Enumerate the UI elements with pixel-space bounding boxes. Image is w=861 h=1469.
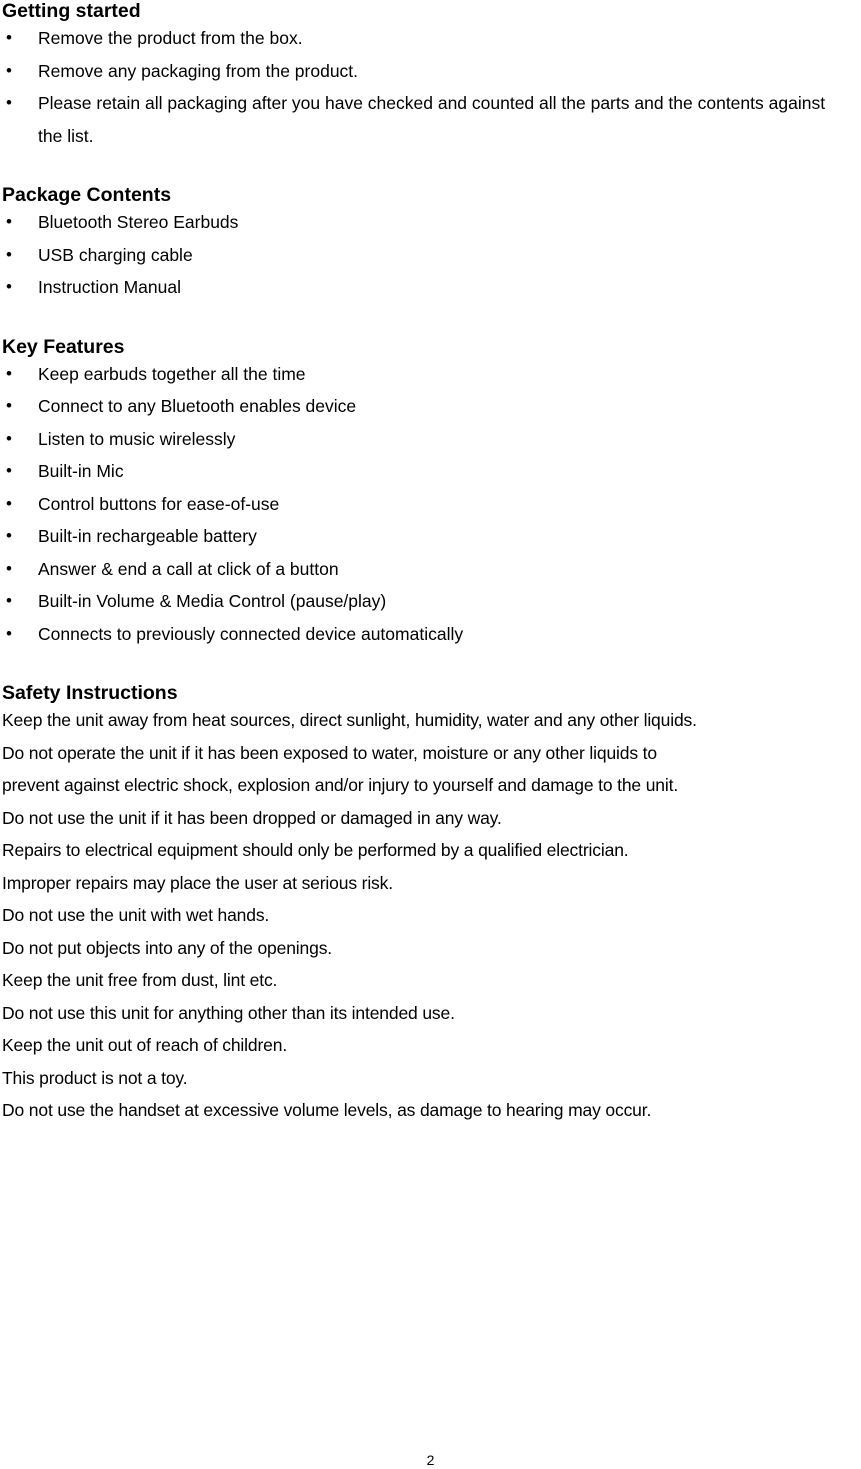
safety-line: Do not put objects into any of the openings.	[2, 937, 333, 958]
list-item-text: Listen to music wirelessly	[38, 428, 236, 449]
list-item-text: Remove any packaging from the product.	[38, 60, 359, 81]
bullet-icon: •	[6, 93, 12, 112]
safety-line: Do not use this unit for anything other than its intended use.	[2, 1002, 455, 1023]
bullet-icon: •	[6, 623, 12, 643]
safety-line: Do not use the unit with wet hands.	[2, 905, 270, 925]
list-item	[2, 553, 828, 586]
bullet-icon: •	[6, 591, 12, 610]
safety-line: Do not use the handset at excessive volume levels, as damage to hearing may occur.	[2, 1100, 652, 1120]
heading-key-features: Key Features	[2, 335, 125, 358]
section-spacer	[2, 304, 860, 336]
safety-line: Do not use the unit if it has been dropped or damaged in any way.	[2, 807, 502, 828]
bullet-icon: •	[6, 461, 12, 480]
list-package-contents	[2, 206, 860, 304]
bullet-icon: •	[6, 428, 12, 448]
bullet-icon: •	[6, 212, 12, 231]
list-item-text: Connects to previously connected device automatically	[38, 623, 464, 644]
list-item	[2, 423, 828, 456]
list-item-text: Built-in Volume & Media Control (pause/play)	[38, 591, 387, 611]
list-item-text: Control buttons for ease-of-use	[38, 493, 280, 514]
list-item-text: Built-in rechargeable battery	[38, 526, 257, 546]
safety-line: Keep the unit away from heat sources, direct sunlight, humidity, water and any other liquids.	[2, 710, 697, 730]
section-spacer	[2, 650, 860, 682]
list-item-text: Instruction Manual	[38, 277, 181, 297]
safety-line: Repairs to electrical equipment should only be performed by a qualified electrician.	[2, 840, 629, 860]
bullet-icon: •	[6, 526, 12, 545]
list-item	[2, 271, 828, 304]
safety-instructions-body	[2, 704, 860, 1127]
list-item-text: Built-in Mic	[38, 461, 124, 481]
bullet-icon: •	[6, 363, 12, 383]
safety-line: Do not operate the unit if it has been exposed to water, moisture or any other liquids to	[2, 742, 657, 763]
list-item-text: Connect to any Bluetooth enables device	[38, 396, 357, 416]
safety-line: Keep the unit free from dust, lint etc.	[2, 970, 278, 990]
list-item-text: Please retain all packaging after you have checked and counted all the parts and the contents against the list.	[38, 93, 826, 146]
safety-line: Keep the unit out of reach of children.	[2, 1035, 288, 1055]
list-item-text: Bluetooth Stereo Earbuds	[38, 212, 239, 232]
list-item	[2, 390, 828, 423]
bullet-icon: •	[6, 493, 12, 513]
list-item	[2, 55, 828, 88]
safety-line: This product is not a toy.	[2, 1067, 188, 1088]
bullet-icon: •	[6, 28, 12, 47]
bullet-icon: •	[6, 277, 12, 296]
list-item-text: Remove the product from the box.	[38, 28, 303, 48]
list-item	[2, 488, 828, 521]
list-item	[2, 520, 828, 553]
heading-getting-started: Getting started	[2, 0, 141, 22]
list-item	[2, 455, 828, 488]
document-content	[2, 0, 860, 1127]
list-item	[2, 585, 828, 618]
bullet-icon: •	[6, 558, 12, 578]
bullet-icon: •	[6, 244, 12, 264]
list-item-text: Keep earbuds together all the time	[38, 363, 306, 384]
list-getting-started	[2, 22, 860, 152]
heading-safety-instructions: Safety Instructions	[2, 682, 178, 704]
list-item	[2, 87, 828, 152]
list-item	[2, 358, 828, 391]
bullet-icon: •	[6, 396, 12, 415]
safety-line: prevent against electric shock, explosion and/or injury to yourself and damage to the unit.	[2, 775, 679, 795]
list-item	[2, 206, 828, 239]
list-item	[2, 22, 828, 55]
section-spacer	[2, 152, 860, 184]
list-item	[2, 618, 828, 651]
heading-package-contents: Package Contents	[2, 184, 172, 206]
list-item-text: Answer & end a call at click of a button	[38, 558, 339, 579]
list-item	[2, 239, 828, 272]
bullet-icon: •	[6, 60, 12, 80]
page-number: 2	[426, 1452, 435, 1468]
list-key-features	[2, 358, 860, 651]
list-item-text: USB charging cable	[38, 244, 193, 265]
safety-line: Improper repairs may place the user at serious risk.	[2, 872, 393, 893]
